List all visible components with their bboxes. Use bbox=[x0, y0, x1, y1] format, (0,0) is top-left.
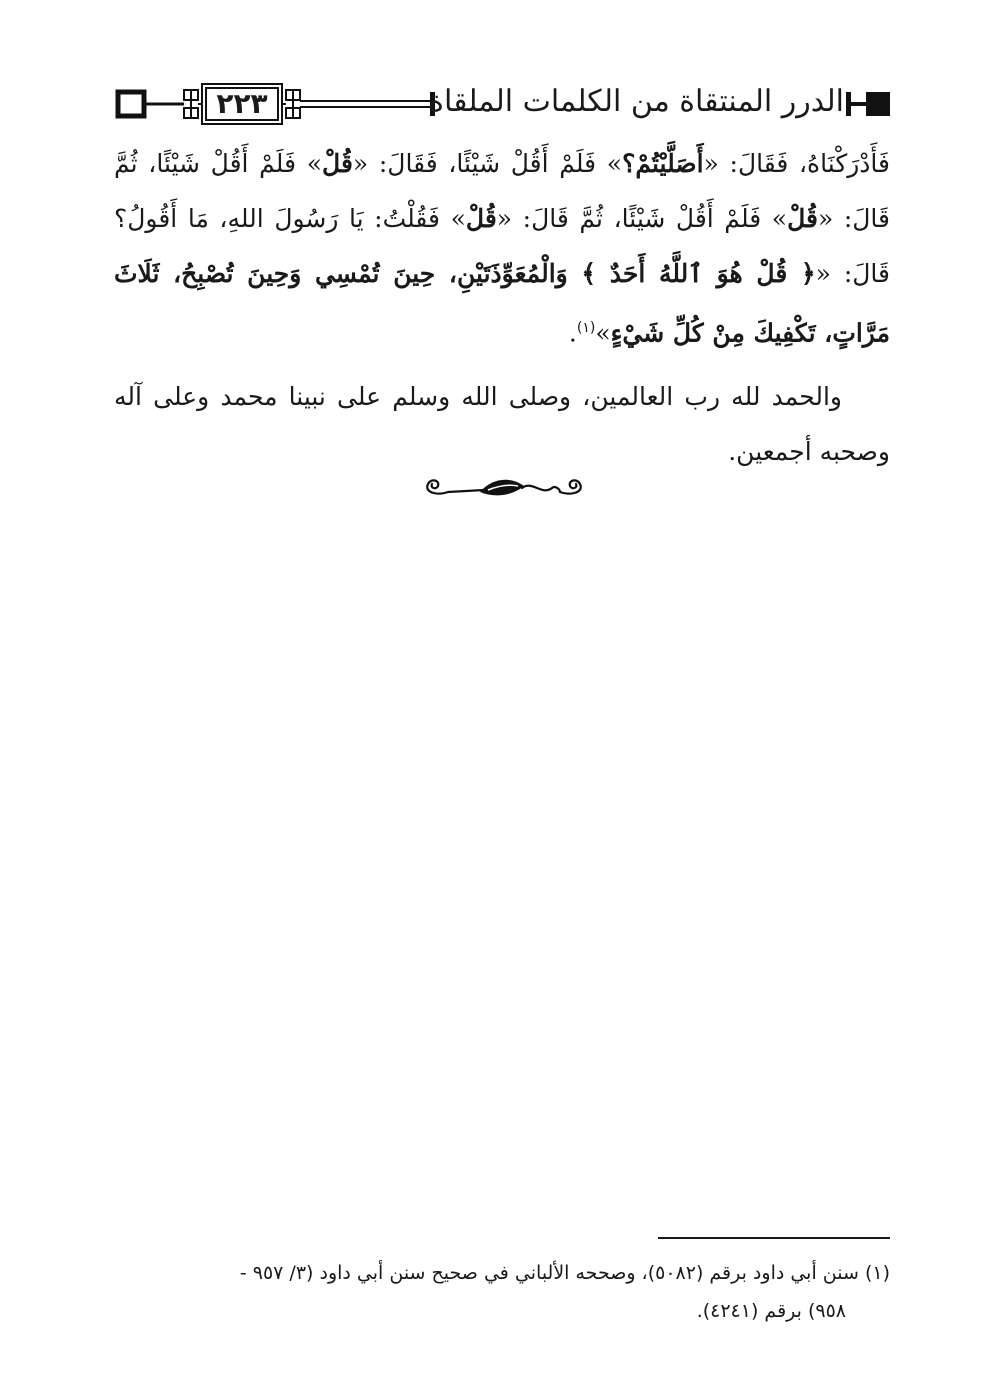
hadith-text: » فَلَمْ أَقُلْ شَيْئًا، ثُمَّ قَالَ: « bbox=[114, 149, 890, 233]
hadith-text: » bbox=[595, 318, 611, 348]
page-body bbox=[114, 136, 890, 479]
hadith-text: » فَلَمْ أَقُلْ شَيْئًا، ثُمَّ قَالَ: « bbox=[496, 204, 788, 233]
hadith-text: » فَقُلْتُ: يَا رَسُولَ اللهِ، مَا أَقُولُ؟ قَالَ: « bbox=[114, 204, 890, 288]
footnote-line: ٩٥٨) برقم (٤٢٤١). bbox=[696, 1300, 846, 1322]
running-header bbox=[114, 74, 890, 134]
section-end-ornament bbox=[418, 470, 590, 506]
footnote-separator bbox=[658, 1237, 890, 1239]
footnote bbox=[114, 1254, 890, 1330]
footnote-line: (١) سنن أبي داود برقم (٥٠٨٢)، وصححه الألباني في صحيح سنن أبي داود (٣/ ٩٥٧ - bbox=[239, 1262, 890, 1284]
hadith-quote-bold: ﴿ قُلْ هُوَ ٱللَّهُ أَحَدٌ ﴾ وَالْمُعَوِّذَتَيْنِ، حِينَ تُمْسِي وَحِينَ تُصْبِحُ، ثَلَاثَ مَرَّاتٍ، تَكْفِيكَ مِنْ كُلِّ شَيْءٍ bbox=[114, 259, 890, 348]
closing-paragraph: والحمد لله رب العالمين، وصلى الله وسلم على نبينا محمد وعلى آله وصحبه أجمعين. bbox=[114, 382, 890, 467]
hadith-text: » فَلَمْ أَقُلْ شَيْئًا، فَقَالَ: « bbox=[352, 149, 623, 178]
header-right-square bbox=[866, 92, 890, 116]
hadith-text: فَأَدْرَكْنَاهُ، فَقَالَ: « bbox=[703, 149, 890, 178]
hadith-quote-bold: قُلْ bbox=[322, 149, 353, 178]
hadith-quote-bold: قُلْ bbox=[465, 204, 497, 233]
hadith-paragraph bbox=[114, 136, 890, 360]
page-number: ٢٢٣ bbox=[216, 87, 268, 120]
hadith-quote-bold: أَصَلَّيْتُمْ؟ bbox=[622, 149, 704, 178]
book-title: الدرر المنتقاة من الكلمات الملقاة bbox=[428, 84, 844, 119]
hadith-quote-bold: قُلْ bbox=[787, 204, 818, 233]
header-left-square bbox=[118, 92, 144, 116]
footnote-reference[interactable]: (١) bbox=[576, 320, 596, 336]
hadith-text: . bbox=[568, 318, 577, 348]
header-title-container bbox=[428, 80, 844, 124]
